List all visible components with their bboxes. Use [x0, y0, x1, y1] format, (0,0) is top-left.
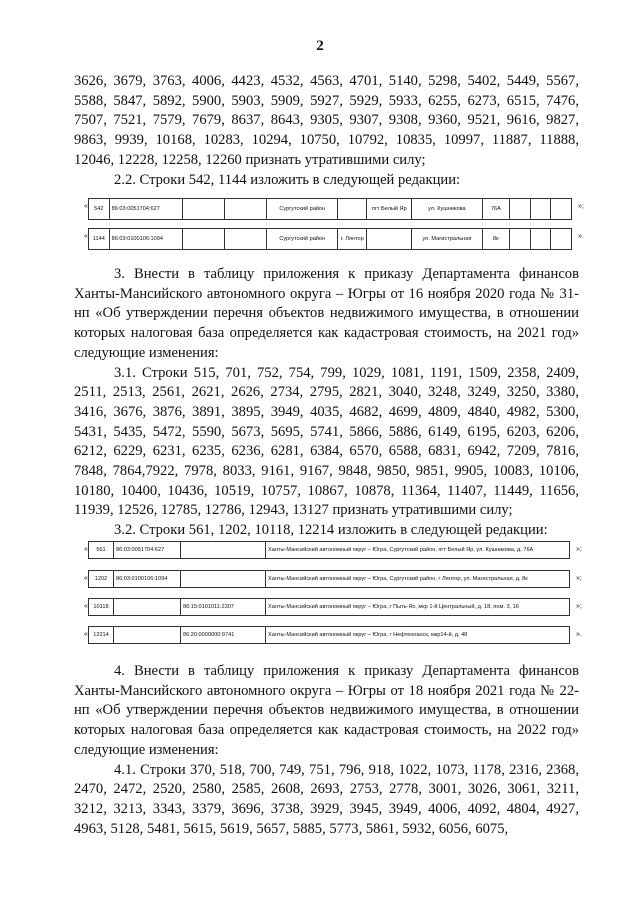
table-row: [89, 627, 570, 644]
cell-num: 12214: [89, 627, 114, 644]
section-3: [74, 265, 579, 541]
cell-empty: [182, 199, 224, 220]
table1-row2-close-quote: ».: [578, 233, 584, 240]
table-row: [89, 542, 570, 559]
cell-empty: [551, 199, 572, 220]
cell-street: ул. Кушникова: [412, 199, 483, 220]
cell-cadastral-alt: 86:20:0000000:9741: [181, 627, 266, 644]
paragraph-2-2: 2.2. Строки 542, 1144 изложить в следующей редакции:: [114, 171, 461, 188]
cell-cadastral-alt: 86:15:0101011:2307: [181, 599, 266, 616]
cell-empty: [509, 229, 530, 250]
table-row: [89, 199, 572, 220]
cell-cadastral-alt: [181, 542, 266, 559]
paragraph-2-1-continuation: [74, 72, 579, 190]
cell-house: 76А: [482, 199, 509, 220]
cell-empty: [530, 199, 551, 220]
cell-city: г. Лянтор: [338, 229, 367, 250]
table1-row1-close-quote: »;: [578, 203, 584, 210]
table1: [88, 198, 572, 220]
paragraph-4: 4. Внести в таблицу приложения к приказу Департамента финансов Ханты-Мансийского автономного округа – Югры от 18 ноября 2021 года № 22-нп «Об утверждении перечня объектов недвижимого имущества, в отношении которых налоговая база определяется как кадастровая стоимость, на 2022 год» следующие изменения:: [74, 663, 579, 758]
paragraph-4-1: 4.1. Строки 370, 518, 700, 749, 751, 796, 918, 1022, 1073, 1178, 2316, 2368, 2470, 2472, 2520, 2580, 2585, 2608, 2693, 2753, 2778, 3001, 3026, 3061, 3211, 3212, 3213, 3343, 3379, 3696, 3738, 3929, 3945, 3949, 4006, 4092, 4804, 4927, 4963, 5128, 5481, 5615, 5619, 5657, 5885, 5773, 5861, 5932, 6056, 6075,: [74, 761, 579, 837]
row-list-text: 3626, 3679, 3763, 4006, 4423, 4532, 4563, 4701, 5140, 5298, 5402, 5449, 5567, 5588, 5847, 5892, 5900, 5903, 5909, 5927, 5929, 5933, 6255, 6273, 6515, 7476, 7507, 7521, 7579, 7679, 8637, 8643, 9305, 9307, 9308, 9360, 9521, 9616, 9827, 9863, 9939, 10168, 10283, 10294, 10750, 10792, 10835, 10997, 11887, 11888, 12046, 12228, 12258, 12260 признать утратившими силу;: [74, 73, 579, 168]
cell-address: Ханты-Мансийский автономный округ – Югра, г Нефтеюганск, мкр14-й, д. 48: [266, 627, 570, 644]
cell-num: 542: [89, 199, 110, 220]
table2-row4-close-quote: ».: [576, 631, 582, 638]
table-row: [89, 571, 570, 588]
table1-row2: [88, 228, 572, 250]
table1-row2-open-quote: «: [84, 233, 88, 240]
cell-num: 10118: [89, 599, 114, 616]
cell-cadastral: 86:03:0100106:1094: [109, 229, 182, 250]
cell-cadastral: [114, 627, 181, 644]
cell-city: [338, 199, 367, 220]
cell-num: 561: [89, 542, 114, 559]
cell-settlement: пгт Белый Яр: [367, 199, 412, 220]
table2-row2-close-quote: »;: [576, 575, 582, 582]
cell-house: 8к: [482, 229, 509, 250]
table2-row4-open-quote: «: [84, 631, 88, 638]
table2-row1-close-quote: »;: [576, 546, 582, 553]
cell-empty: [530, 229, 551, 250]
paragraph-3-2: 3.2. Строки 561, 1202, 10118, 12214 изложить в следующей редакции:: [114, 522, 548, 539]
cell-num: 1144: [89, 229, 110, 250]
table2-row3-close-quote: »;: [576, 603, 582, 610]
table2-row2-open-quote: «: [84, 575, 88, 582]
paragraph-3: 3. Внести в таблицу приложения к приказу Департамента финансов Ханты-Мансийского автономного округа – Югры от 16 ноября 2020 года № 31-нп «Об утверждении перечня объектов недвижимого имущества, в отношении которых налоговая база определяется как кадастровая стоимость, на 2021 год» следующие изменения:: [74, 266, 579, 361]
cell-num: 1202: [89, 571, 114, 588]
section-4: [74, 662, 579, 839]
table2-row2: [88, 570, 570, 588]
cell-cadastral-alt: [181, 571, 266, 588]
table-row: [89, 599, 570, 616]
cell-address: Ханты-Мансийский автономный округ – Югра, Сургутский район, г Лянтор, ул. Магистральная, д. 8к: [266, 571, 570, 588]
cell-empty: [224, 199, 266, 220]
cell-street: ул. Магистральная: [412, 229, 483, 250]
cell-empty: [551, 229, 572, 250]
table2-row1-open-quote: «: [84, 546, 88, 553]
cell-empty: [224, 229, 266, 250]
table-row: [89, 229, 572, 250]
cell-district: Сургутский район: [267, 229, 338, 250]
cell-empty: [509, 199, 530, 220]
cell-address: Ханты-Мансийский автономный округ – Югра, г Пыть-Ях, мкр 1-й Центральный, д. 18, пом. 3, 16: [266, 599, 570, 616]
paragraph-3-1: 3.1. Строки 515, 701, 752, 754, 799, 1029, 1081, 1191, 1509, 2358, 2409, 2511, 2513, 2561, 2621, 2626, 2734, 2795, 2821, 3040, 3248, 3249, 3250, 3380, 3416, 3676, 3876, 3891, 3895, 3949, 4035, 4682, 4699, 4809, 4840, 4982, 5300, 5431, 5435, 5472, 5590, 5673, 5695, 5741, 5866, 5886, 6149, 6195, 6203, 6206, 6212, 6229, 6231, 6235, 6236, 6281, 6384, 6570, 6588, 6831, 6942, 7209, 7816, 7848, 7864,7922, 7978, 8033, 9161, 9167, 9848, 9850, 9851, 9905, 10083, 10106, 10180, 10400, 10436, 10519, 10757, 10867, 10878, 11364, 11407, 11449, 11656, 11939, 12526, 12785, 12786, 12943, 13127 признать утратившими силу;: [74, 364, 579, 519]
table2-row1: [88, 541, 570, 559]
cell-cadastral: 86:03:0100106:1094: [114, 571, 181, 588]
table2-row4: [88, 626, 570, 644]
page-number: 2: [316, 38, 324, 54]
table1-row1-open-quote: «: [84, 203, 88, 210]
cell-district: Сургутский район: [267, 199, 338, 220]
cell-cadastral: 86:03:0051704:627: [109, 199, 182, 220]
cell-address: Ханты-Мансийский автономный округ – Югра, Сургутский район, пгт Белый Яр, ул. Кушникова, д. 76А: [266, 542, 570, 559]
cell-empty: [182, 229, 224, 250]
table2-row3: [88, 598, 570, 616]
table2-row3-open-quote: «: [84, 603, 88, 610]
cell-cadastral: [114, 599, 181, 616]
cell-settlement: [367, 229, 412, 250]
cell-cadastral: 86:03:0051704:627: [114, 542, 181, 559]
